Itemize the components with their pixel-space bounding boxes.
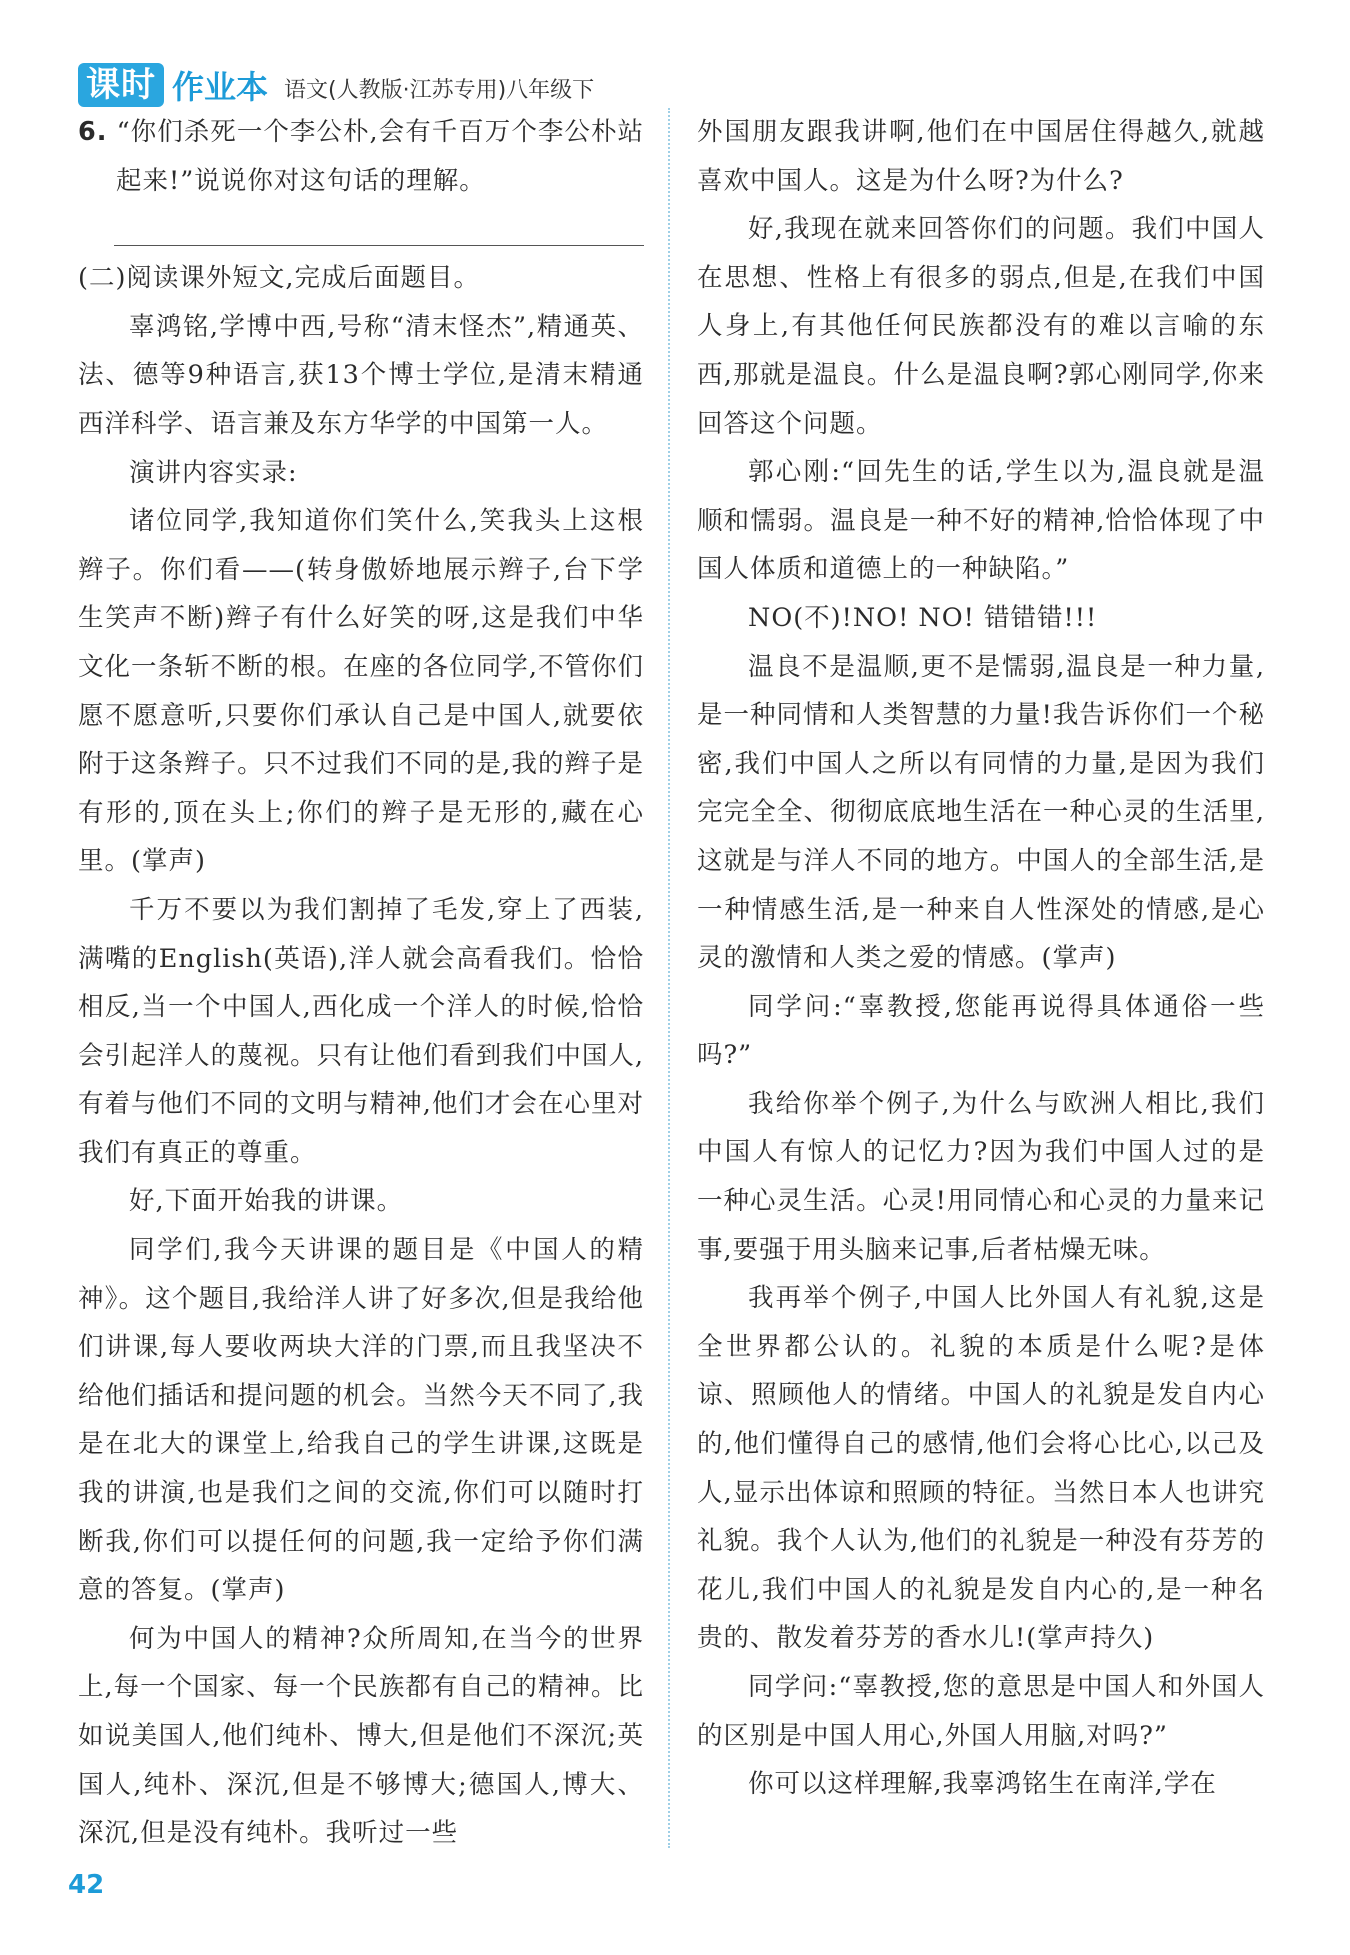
- paragraph: 我给你举个例子,为什么与欧洲人相比,我们中国人有惊人的记忆力?因为我们中国人过的是一种心灵生活。心灵!用同情心和心灵的力量来记事,要强于用头脑来记事,后者枯燥无味。: [697, 1088, 1265, 1265]
- logo-text: 作业本: [172, 68, 269, 106]
- paragraph: 千万不要以为我们割掉了毛发,穿上了西装,满嘴的English(英语),洋人就会高看我们。恰恰相反,当一个中国人,西化成一个洋人的时候,恰恰会引起洋人的蔑视。只有让他们看到我们中国人,有着与他们不同的文明与精神,他们才会在心里对我们有真正的尊重。: [78, 894, 644, 1168]
- page-number: 42: [68, 1870, 105, 1900]
- paragraph: 好,下面开始我的讲课。: [129, 1186, 404, 1217]
- right-column: [697, 108, 1265, 1809]
- left-column: [78, 108, 644, 1858]
- paragraph: 辜鸿铭,学博中西,号称“清末怪杰”,精通英、法、德等9种语言,获13个博士学位,是清末精通西洋科学、语言兼及东方华学的中国第一人。: [78, 311, 644, 439]
- question-6: [78, 108, 644, 205]
- paragraph: 诸位同学,我知道你们笑什么,笑我头上这根辫子。你们看——(转身傲娇地展示辫子,台下学生笑声不断)辫子有什么好笑的呀,这是我们中华文化一条斩不断的根。在座的各位同学,不管你们愿不愿意听,只要你们承认自己是中国人,就要依附于这条辫子。只不过我们不同的是,我的辫子是有形的,顶在头上;你们的辫子是无形的,藏在心里。(掌声): [78, 506, 644, 877]
- paragraph: 郭心刚:“回先生的话,学生以为,温良就是温顺和懦弱。温良是一种不好的精神,恰恰体现了中国人体质和道德上的一种缺陷。”: [697, 457, 1265, 585]
- paragraph: 何为中国人的精神?众所周知,在当今的世界上,每一个国家、每一个民族都有自己的精神。比如说美国人,他们纯朴、博大,但是他们不深沉;英国人,纯朴、深沉,但是不够博大;德国人,博大、深沉,但是没有纯朴。我听过一些: [78, 1623, 644, 1849]
- column-divider: [668, 108, 670, 1848]
- paragraph: 演讲内容实录:: [129, 457, 298, 488]
- paragraph: 好,我现在就来回答你们的问题。我们中国人在思想、性格上有很多的弱点,但是,在我们中国人身上,有其他任何民族都没有的难以言喻的东西,那就是温良。什么是温良啊?郭心刚同学,你来回答这个问题。: [697, 214, 1265, 439]
- book-info: 语文(人教版·江苏专用)八年级下: [284, 77, 595, 103]
- answer-line: [114, 245, 644, 246]
- question-text: “你们杀死一个李公朴,会有千百万个李公朴站起来!”说说你对这句话的理解。: [116, 117, 644, 196]
- question-number: 6.: [78, 117, 108, 147]
- section-heading: (二)阅读课外短文,完成后面题目。: [78, 263, 481, 294]
- paragraph: 你可以这样理解,我辜鸿铭生在南洋,学在: [748, 1769, 1217, 1800]
- paragraph: 我再举个例子,中国人比外国人有礼貌,这是全世界都公认的。礼貌的本质是什么呢?是体谅、照顾他人的情绪。中国人的礼貌是发自内心的,他们懂得自己的感情,他们会将心比心,以己及人,显示出体谅和照顾的特征。当然日本人也讲究礼貌。我个人认为,他们的礼貌是一种没有芬芳的花儿,我们中国人的礼貌是发自内心的,是一种名贵的、散发着芬芳的香水儿!(掌声持久): [697, 1283, 1265, 1654]
- paragraph: 同学问:“辜教授,您能再说得具体通俗一些吗?”: [697, 991, 1265, 1071]
- paragraph: NO(不)!NO! NO! 错错错!!!: [748, 602, 1098, 633]
- paragraph: 同学们,我今天讲课的题目是《中国人的精神》。这个题目,我给洋人讲了好多次,但是我给他们讲课,每人要收两块大洋的门票,而且我坚决不给他们插话和提问题的机会。当然今天不同了,我是在北大的课堂上,给我自己的学生讲课,这既是我的讲演,也是我们之间的交流,你们可以随时打断我,你们可以提任何的问题,我一定给予你们满意的答复。(掌声): [78, 1235, 644, 1606]
- paragraph: 温良不是温顺,更不是懦弱,温良是一种力量,是一种同情和人类智慧的力量!我告诉你们一个秘密,我们中国人之所以有同情的力量,是因为我们完完全全、彻彻底底地生活在一种心灵的生活里,这就是与洋人不同的地方。中国人的全部生活,是一种情感生活,是一种来自人性深处的情感,是心灵的激情和人类之爱的情感。(掌声): [697, 651, 1265, 974]
- paragraph: 外国朋友跟我讲啊,他们在中国居住得越久,就越喜欢中国人。这是为什么呀?为什么?: [697, 117, 1265, 196]
- paragraph: 同学问:“辜教授,您的意思是中国人和外国人的区别是中国人用心,外国人用脑,对吗?”: [697, 1672, 1265, 1751]
- logo-box: 课时: [78, 63, 164, 107]
- page-header: [78, 62, 594, 108]
